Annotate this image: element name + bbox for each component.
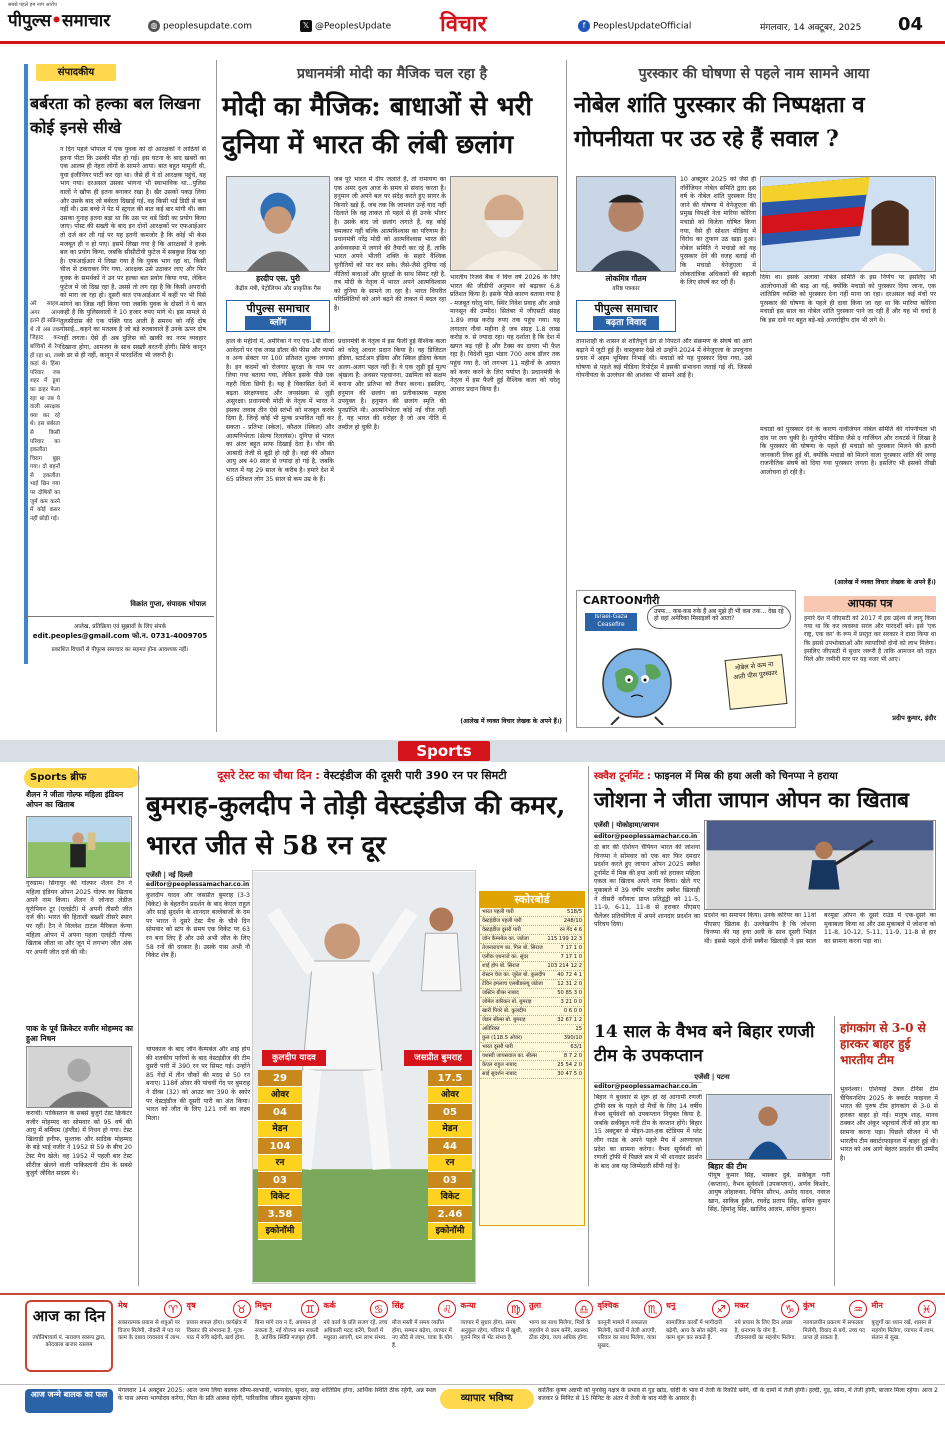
zodiac-sign-cell [118,1300,184,1377]
gautam-name: लोकमित्र गौतम [605,274,647,283]
zodiac-sign-cell [461,1300,527,1377]
brief1-headline: शैलन ने जीता गोल्फ महिला इंडियन ओपन का खिताब [26,790,124,809]
squash-photo [704,820,936,910]
ranji-body: बिहार ने बुधवार से शुरू हो रहे आगामी रणजी ट्रॉफी सत्र के पहले दो मैचों के लिए 14 वर्षीय वैभव सूर्यवंशी को उपकप्तान नियुक्त किया है, जबकि सकीबुल गनी टीम के कप्तान होंगे। बिहार 15 अक्टूबर से मोइन-उल-हक स्टेडियम में प्लेट लीग राउंड के अपने पहले मैच में अरुणाचल प्रदेश का सामना करेगा। वैभव सूर्यवंशी को रणजी ट्रॉफी में पिछले सत्र में भी शानदार प्रदर्शन के बाद अब यह जिम्मेदारी सौंपी गई है। [594,1094,702,1170]
ranji-dateline: एजेंसी | पटना [694,1073,730,1081]
editorial-accent-bar [24,64,28,664]
cartoon-title: CARTOONगीरी [583,594,660,607]
nobel-col2: तानाशाही के शासन से शांतिपूर्ण ढंग से निपटने और संक्रमण के संघर्ष को आगे बढ़ाने में जुटी हुई हैं। वास्तुकार देखें तो उन्होंने 2024 में वेनेजुएला के उपचुनाव प्रचार में अहम भूमिका निभाई थी। मचाडो को यह पुरस्कार दिया गया, उसे घोषणा से पहले कई मीडिया रिपोर्ट्स में इसकी संभावना जताई गई थी, जिससे गोपनीयता के उल्लंघन की आशंका भी सामने आई है। [576,338,752,380]
zodiac-sign-name: मेष [118,1301,128,1310]
scorecard-score: 7 17 1 0 [560,954,582,960]
scorecard-row [480,917,584,926]
bihar-team-list: पीयूष कुमार सिंह, भास्कर दुबे, सकीबुल गनी (कप्तान), वैभव सूर्यवंशी (उपकप्तान), अर्णव किशोर, आयुष लोहारुका, विपिन सौरभ, अमोद यादव, नवाज खान, साकिब हुसैन, रघवेंद्र प्रताप सिंह, सचिन कुमार सिंह, हिमांशु सिंह, खालिद आलम, सचिन कुमार। [708,1172,830,1214]
scorecard-row [480,1043,584,1052]
zodiac-sign-cell [324,1300,390,1377]
column-rule [138,766,139,1286]
zodiac-sign-icon: ♎ [575,1300,593,1318]
cricket-dateline: एजेंसी | नई दिल्ली [146,871,193,879]
page-number: 04 [898,14,924,35]
birthday-text: मंगलवार 14 अक्टूबर 2025: आज जन्म लिया बालक सौम्य-स्वभावी, भाग्यवंत, सुन्दर, सदा शांतिप्रिय होगा, आर्थिक स्थिति ठीक रहेगी, अन्न स्थल के पास अपना भाग्योदय करेगा, पिता के प्रति आस्था रहेगी, पारिवारिक जीवन सुखमय रहेगा। [118,1387,436,1402]
zodiac-sign-name: वृष [186,1301,196,1310]
machado-photo [760,176,936,272]
squash-col3: प्रदर्शन का समापन किया। उनके करियर का 11वां पीएसए खिताब है। उल्लेखनीय है कि जोशना चिनप्पा की यह हया अली के साथ दूसरी भिड़ंत थी। इससे पहले दोनों स्क्वैश खिलाड़ी ने इस साल बरमूडा ओपन के दूसरे राउंड में एक-दूसरे का मुकाबला किया था और उस मुकाबले में जोशना को 11-8, 10-12, 5-11, 11-9, 11-8 से हार का सामना करना पड़ा था। [704,912,936,945]
puri-title: केंद्रीय मंत्री, पेट्रोलियम और प्राकृतिक गैस [235,286,321,292]
zodiac-sign-icon: ♍ [507,1300,525,1318]
vaibhav-photo-art [707,1095,831,1159]
scorecard-score: 50 85 3 0 [557,990,582,996]
market-text: कार्तिक कृष्ण अष्टमी को पुनर्वसु नक्षत्र के प्रभाव से गुड़ खांड, चांदी के भाव में तेजी के रिकॉर्ड बनेंगे, घी के दामों में तेजी होगी। हल्दी, गुड़, सोना, में तेजी होगी, बाजार मिला रहेगा। आज 2 बजकर 9 मिनिट से 15 मिनिट के अंतर में तेजी के बाद मंदी के आसार हैं। [538,1387,938,1402]
kuldeep-stat-key: ओवर [258,1087,302,1104]
zodiac-sign-name: मकर [734,1301,749,1310]
author-photo-gautam [576,176,676,272]
scorecard-player: एलीक एथनाजे का. सुंदर [482,954,529,960]
newspaper-logo[interactable] [8,8,110,31]
debate-label: बढ़ता विवाद [593,316,659,330]
pm-modi-photo-art [451,177,557,270]
editorial-byline: विक्रांत गुप्ता, संपादक भोपाल [130,600,206,608]
scorecard-row [480,1016,584,1025]
kuldeep-stat-key: रन [258,1155,302,1172]
cricket-kicker-text: वेस्टइंडीज की दूसरी पारी 390 रन पर सिमटी [323,769,507,782]
zodiac-sign-icon: ♏ [644,1300,662,1318]
editorial-title: बर्बरता को हल्का बल लिखना कोई इनसे सीखे [30,94,201,137]
squash-col1: दो बार की एशियन चैंपियन भारत की जोशना चिनप्पा ने सोमवार को एक बार फिर दमदार प्रदर्शन करते हुए जापान ओपन 2025 स्क्वैश टूर्नामेंट में मिस्र की हया अली को हराकर महिला एकल का खिताब अपने नाम किया। खेले गए मुकाबले में 39 वर्षीय भारतीय स्क्वैश खिलाड़ी ने तीसरी वरीयता प्राप्त प्रतिद्वंद्वी को 11-5, 11-9, 6-11, 11-8 से हराकर पीएसए चैलेंजर प्रतियोगिता में अपने शानदार प्रदर्शन का परिचय दिया। [594,844,700,929]
zodiac-sign-name: वृश्चिक [597,1301,619,1310]
section-title: विचार [440,12,487,37]
zodiac-sign-text: बुजुर्गों का ध्यान रखें, शासन से सहयोग मिलेगा, व्यापार में लाभ, संतान से सुख. [871,1320,935,1342]
globe-character-icon [591,635,711,725]
zodiac-sign-icon: ♌ [438,1300,456,1318]
modi-col3: भारतीय रिजर्व बैंक ने वित्त वर्ष 2026 के लिए भारत की जीडीपी अनुमान को बढ़ाकर 6.8 प्रतिशत किया है। इसके पीछे कारण बताया गया है - मजबूत घरेलू मांग, स्थिर निवेश प्रवाह और अच्छे मानसून की उम्मीद। सितंबर में जीएसटी संग्रह 1.89 लाख करोड़ रुपए तक पहुंच गया। यह लगातार नौवां महीना है जब संग्रह 1.8 लाख करोड़ रु. से ज्यादा रहा। यह दर्शाता है कि देश में खपत बढ़ रही है और टैक्स का दायरा भी फैल रहा है। विदेशी मुद्रा भंडार 700 अरब डॉलर तक पहुंच गया है, जो लगभग 11 महीनों के आयात को कवर करने के लिए पर्याप्त है। प्रधानमंत्री के नेतृत्व में इस फैली हुई वैश्विक कला को चरेलू आधार प्रदान किया है। [450,274,560,393]
kuldeep-stat-value: 03 [258,1172,302,1189]
letters-body: हमारे देश में जीएसटी को 2017 में इस उद्देश्य से लागू किया गया था कि कर व्यवस्था सरल और पारदर्शी बने। इसे 'एक राष्ट्र, एक कर' के रूप में प्रस्तुत कर सरकार ने दावा किया था कि इससे उपभोक्ताओं और व्यापारियों दोनों को लाभ मिलेगा। इसलिए जीएसटी में सुधार जरूरी है ताकि आमजन को राहत मिले और जमीनी स्तर पर यह नजर भी आए। [804,615,936,664]
nobel-kicker: पुरस्कार की घोषणा से पहले नाम सामने आया [638,66,870,82]
zodiac-sign-name: कुंभ [803,1301,815,1310]
zodiac-sign-cell [392,1300,458,1377]
logo-left: पीपुल्स [8,11,52,31]
squash-kicker [594,768,938,782]
scorecard-player: जेडन सील्स बो. बुमराह [482,1017,526,1023]
gautam-title: वरिष्ठ पत्रकार [612,286,640,292]
modi-col1: जब पूरे भारत में दीप जलाते हैं, तो रामायण का एक अमर दृश्य आज के समय से संवाद करता है। हनुमान जी अपने बल पर संदेह करते हुए सागर के किनारे खड़े हैं, जब तक कि जामवंत उन्हें याद नहीं दिलाते कि वह ताकत तो पहले से ही उनके भीतर है। उसके बाद जो छलांग लगाते हैं, वह कोई चमत्कार नहीं बल्कि आत्मविश्वास का परिणाम है। प्रधानमंत्री नरेंद्र मोदी को आत्मविश्वास भारत की अर्थव्यवस्था में जगाने की तैयारी कर रहे हैं, ताकि भारत अपने भीतरी शक्ति के सहारे वैश्विक चुनौतियों को पार कर सके। जैसे-जैसे दुनिया नई नीतियों बाधाओं और सुरक्षों के साथ सिमट रही है, तब मोदी के नेतृत्व में भारत अपने आत्मविश्वास को दुनिया के सामने ला रहा है। भारत विपरीत परिस्थितियों को आगे बढ़ने की ताकत में बदल रहा है। [334,176,446,312]
facebook-link[interactable] [578,20,691,32]
brief1-body: गुरुग्राम। सिंगापुर की गोल्फर शैलन टैन ने महिला इंडियन ओपन 2025 गोल्फ का खिताब अपने नाम किया। शैलन ने जोनारा लेडीज यूरोपियन टूर (एलईटी) में अपनी तीसरी जीत दर्ज की। भारत की हिताशी बख्शी तीसरे स्थान पर रहीं। टैन ने विल्लेश टाटल मैरिकल केन्या महिला ओपन में अपना पहला एलईटी गोल्फ खिताब जीता था और जून में लगभग जीत अंक पर अपनी जीत दर्ज की थी। [26,880,132,956]
scorecard-row [480,989,584,998]
zodiac-sign-cell [187,1300,253,1377]
column-rule [216,60,217,732]
squash-kicker-red: स्क्वैश टूर्नामेंट : [594,771,651,782]
scorecard-score: 12 31 2 0 [557,981,582,987]
nobel-col1: 10 अक्टूबर 2025 को जैसे ही नॉर्वेजियन नोबेल समिति द्वारा इस वर्ष के नोबेल शांति पुरस्कार दिए जाने की घोषणा में वेनेजुएला की प्रमुख विपक्षी नेता मारिया कोरिना मचाडो को विजेता घोषित किया गया, वैसे ही सोशल मीडिया में विरोध का तूफान उठ खड़ा हुआ। नोबेल समिति ने मचाडो को यह पुरस्कार देने की वजह बताई थी कि मचाडो वेनेजुएला में लोकतांत्रिक अधिकारों की बहाली के लिए संघर्ष कर रही हैं। [680,176,756,287]
bumrah-stats [428,1070,472,1240]
bottom-strip [0,1384,945,1445]
scorecard [479,891,585,1226]
scorecard-row [480,944,584,953]
zodiac-sign-icon: ♓ [918,1300,936,1318]
editorial-divider [24,616,214,617]
scorecard-player: टेविन इमलाच एलबीडब्ल्यू जडेजा [482,981,543,987]
scorecard-score: 3 21 0 0 [560,999,582,1005]
kuldeep-stat-value: 29 [258,1070,302,1087]
author-photo-puri-art [227,177,329,271]
modi-headline: मोदी का मैजिक: बाधाओं से भरी दुनिया में भारत की लंबी छलांग [222,92,533,160]
debate-logo-text: पीपुल्स समाचार [594,302,658,315]
editorial-disclaimer: प्रकाशित विचारों से पीपुल्स समाचार का सहमत होना आवश्यक नहीं। [51,647,189,653]
zodiac-sign-name: कन्या [460,1301,476,1310]
sports-section-label: Sports [398,741,490,761]
bumrah-label: जसप्रीत बुमराह [404,1050,472,1066]
letters-box [804,596,936,728]
editorial-body: न दिन पहले भोपाल में एक युवक को दो आरक्षकों ने लाठियों से इतना पीटा कि उसकी मौत हो गई। इस घटना के बाद खबरों का एक आलम ही नेहरा लोगों के सामने आया। बात बहुत मामूली थी, युवा इंजीनियर पार्टी कर रहा था। जैसे ही ये दो आरक्षक पहुंचे, वह भाग गया। दरअसल उसका भागना भी स्वाभाविक था...पुलिस वालों ने खौफ ही इतना बनाकर रखा है। खैर उसको पकड़ लिया और उसके बाद जो बर्बरता दिखाई गई, वह किसी थर्ड डिग्री से कम नहीं थी। उस बच्चे ने पेट में स्ट्रगल की बात कई बार मांगी थी। क्या उसका गुनाह इतना बड़ा था कि उस पर थर्ड डिग्री का प्रयोग किया जाए। पोस्ट की सख्ती के बाद इन दोनों आरक्षकों पर एफआईआर तो दर्ज कर ली गई पर यह इतनी कमजोर है कि कोई भी केस मजबूत ही न हो पाए। इसमें लिखा गया है कि आरक्षकों ने हल्के बल का प्रयोग किया, जबकि सीसीटीवी फुटेज में सबकुछ दिख रहा है। एफआईआर में लिखा गया है कि युवक भाग रहा था, किसी चीज से टकराकर गिर गया, आरक्षक उसे उठाकर लाए और फिर युवक के समर्थकों ने उन पर हल्का बल प्रयोग किया गया, लेकिन फुटेज में जो दिख रहा है, उससे तो लग रहा है कि किसी अपराधी को मारा जा रहा हो। दूसरी बात एफआईआर में कहीं पर भी पिसे मांगने का जिक्र नहीं किया गया जबकि युवक के दोस्तों ने ये बात कही है कि पुलिसवालों ने 10 हजार रुपए मांगे थे। इस मामले से तुलसीदास की एक पंक्ति याद आती है समरथ को नहिं दोष गोसाईं...कहने का मतलब है जो बड़े रुतबावाले हैं उनके ऊपर दोष नहीं लगता। ऐसे ही अब पुलिस को खाकी का नरम व्यवहार दिखाना होगा, आमजन के साथ सख्ती बरतनी होगी। सिर्फ कानून के डर से ही नहीं, कानून में पारदर्शिता भी जरूरी है। [60,146,206,360]
scorecard-row [480,1061,584,1070]
scorecard-score: 8 7 2 0 [563,1053,582,1059]
bumrah-stat-value: 44 [428,1138,472,1155]
squash-kicker-text: फाइनल में मिस्र की हया अली को चिनप्पा ने हराया [654,771,838,782]
scorecard-score: 518/5 [567,909,582,915]
market-title: व्यापार भविष्य [440,1389,534,1409]
kuldeep-stat-key: विकेट [258,1189,302,1206]
zodiac-sign-cell [803,1300,869,1377]
pm-modi-photo [450,176,558,271]
scorecard-score: 32 67 1 2 [557,1017,582,1023]
aaj-ka-din-note: ज्योतिषाचार्य पं. नारायण स्वरूप द्वारा, कोदवाला बाजार रतलाम [32,1335,106,1348]
scorecard-row [480,1052,584,1061]
brief2-headline: पाक के पूर्व क्रिकेटर वजीर मोहम्मद का हुआ निधन [26,1024,134,1043]
bumrah-stat-value: 17.5 [428,1070,472,1087]
modi-col2b: प्रधानमंत्री के नेतृत्व में इस फैली हुई वैश्विक कला को चरेलू आधार प्रदान किया है। वह डिजिटल इंडिया, स्टार्टअप इंडिया और स्किल इंडिया केवल अलग-अलग पहल नहीं हैं। ये एक जुड़ी हुई मूल्य श्रृंखला है: अवसर पहचानना, उद्यमिता को सक्षम बनाना और प्रतिभा को तैयार करना। इसलिए, हनुमान की छलांग का प्रतीकात्मक महत्व उपयुक्त है। हनुमान की छलांग स्मृति की पुनर्प्राप्ति थी। आत्मनिर्भरता कोई नई चीज नहीं है, यह भारत की धरोहर है जो अब नीति में तब्दील हो चुकी है। [338,338,446,431]
scorecard-player: कुल (118.5 ओवर) [482,1035,523,1041]
zodiac-sign-icon: ♈ [164,1300,182,1318]
cartoon-panel [576,590,796,728]
cricket-col1: कुलदीप यादव और जसप्रीत बुमराह (3-3 विकेट) के बेहतरीन प्रदर्शन के बाद केएल राहुल और साई सुदर्शन के शानदार बल्लेबाजों के दम पर भारत ने दूसरे टेस्ट मैच के चौथे दिन सोमवार को स्टंप के समय एक विकेट पर 63 रन बना लिए हैं और उसे अभी जीत के लिए 58 रनों की दरकार है। उसके पास अभी नौ विकेट शेष हैं। [146,892,250,960]
editorial-email[interactable]: edit.peoples@gmail.com [32,632,130,640]
scorecard-player: जस्टिन ग्रीव्स नाबाद [482,990,519,996]
column-rule [566,60,567,732]
website-text: peoplesupdate.com [163,21,252,32]
editorial-contact-label: आलेख, प्रतिक्रिया एवं सुझावों के लिए संपर्क [73,624,167,630]
kuldeep-stat-key: इकोनॉमी [258,1223,302,1240]
scorecard-player: अतिरिक्त [482,1026,500,1032]
tt-headline: हांगकांग से 3-0 से हारकर बाहर हुई भारतीय टीम [840,1021,926,1067]
zodiac-sign-icon: ♒ [849,1300,867,1318]
blog-label: ब्लॉग [245,316,311,330]
masthead-tagline: सबसे पहले हम नाम आरोप [8,2,57,8]
blog-badge [226,300,330,332]
cricket-kicker [146,768,578,783]
zodiac-sign-icon: ♉ [233,1300,251,1318]
scorecard-rows [480,908,584,1079]
scorecard-row [480,998,584,1007]
bumrah-stat-key: ओवर [428,1087,472,1104]
golf-photo-art [27,817,131,877]
aaj-ka-din-title: आज का दिन [32,1307,106,1325]
scorecard-row [480,1007,584,1016]
squash-email: editor@peoplessamachar.co.in [594,832,700,841]
scorecard-row [480,1070,584,1079]
aaj-ka-din-box [25,1300,113,1372]
zodiac-sign-cell [666,1300,732,1377]
scorecard-row [480,980,584,989]
zodiac-sign-cell [255,1300,321,1377]
bumrah-stat-value: 2.46 [428,1206,472,1223]
side-column-body: अरे साहब, अगर आप इतने ही सक्रिय थे तो अब तक जिहाद कर बच्चियों से रेप हो रहा था, तब कहां थे। हिंसा परिवार जब शहर में डूबा का डाहर फेला रहा था तब ये वाली आरक्षक क्या कर रहे थे। इस बर्बरता से किसी परिवार का इकलौता चिराग बुझ गया। दो बहनों से इकलौता भाई छिन गया पर दोषियों का जुर्म कम करने में कोई कसर नहीं छोड़ी गई। [30,301,60,522]
masthead-bar [0,0,945,44]
author-photo-gautam-art [577,177,675,271]
bumrah-stat-value: 03 [428,1172,472,1189]
birthday-title: आज जन्मे बालक का फल [25,1389,113,1413]
scorecard-player: साई सुदर्शन नाबाद [482,1071,517,1077]
blog-logo-text: पीपुल्स समाचार [246,302,310,315]
zodiac-sign-text: मौज मस्ती में समय व्यतीत होगा, सम्मान बढ़ेगा, व्यापार में नए सौदे से लाभ, यात्रा के योग हैं. [392,1320,453,1349]
modi-kicker: प्रधानमंत्री मोदी का मैजिक चल रहा है [296,66,488,82]
zodiac-sign-text: नये कार्य के प्रति सजग रहें, उच्च अधिकारी मदद करेंगे, रिश्तों में मधुरता आएगी, धन लाभ संभव. [323,1320,388,1342]
facebook-icon: f [578,20,590,32]
twitter-handle: @PeoplesUpdate [315,21,392,32]
kuldeep-stat-value: 104 [258,1138,302,1155]
squash-headline: जोशना ने जीता जापान ओपन का खिताब [594,787,910,812]
kuldeep-stat-key: मेडन [258,1121,302,1138]
scorecard-score: 248/10 [563,918,582,924]
scorecard-score: 103 214 12 2 [547,963,582,969]
letters-author: प्रदीप कुमार, इंदौर [892,714,936,722]
vaibhav-photo [706,1094,832,1160]
scorecard-score: 30 47 5 0 [557,1071,582,1077]
editorial-contact [30,632,210,641]
zodiac-sign-text: व्यापार में सुधार होगा, समय अनुकूल रहेगा, परिवार में खुशी, पुराने मित्र से भेंट संभव है. [460,1320,523,1342]
modi-end-note: (आलेख में व्यक्त विचार लेखक के अपने हैं।) [460,718,562,725]
bihar-team-title: बिहार की टीम [708,1162,747,1171]
scorecard-player: शाई होप बो. सिराज [482,963,520,969]
zodiac-sign-text: प्रयास सफल होगा। कार्यक्षेत्र में विस्तार की संभावना है, पूजा-पाठ में रुचि बढ़ेगी, खर्च होगा. [186,1320,247,1342]
zodiac-sign-text: नये प्रयास के लिए दिन अच्छा है, धनागम के योग हैं, जीवनसाथी का सहयोग मिलेगा. [734,1320,797,1342]
cricket-col2: चायकाल के बाद जॉन कैम्पबेल और शाई होप की शतकीय पारियों के बाद वेस्टइंडीज की टीम दूसरी पारी में 390 रन पर सिमट गई। उन्होंने 85 गेंदों में तीन चौकों की मदद से 50 रन बनाए। 118वें ओवर की पांचवीं गेंद पर बुमराह ने ग्रीव्स (32) को आउट कर 390 के स्कोर पर वेस्टइंडीज की दूसरी पारी का अंत किया। भारत को जीत के लिए 121 रनों का लक्ष्य मिला। [146,1046,250,1122]
zodiac-sign-text: न्यायालयीन प्रकरण में सफलता मिलेगी, विवाद से बचें, उच्च पद प्राप्त हो सकता है. [803,1320,866,1342]
bumrah-stat-key: रन [428,1155,472,1172]
scorecard-player: तेजनारायण का. गिल बो. सिराज [482,945,543,951]
globe-icon: ◍ [148,20,160,32]
zodiac-sign-name: कर्क [323,1301,336,1310]
cartoon-sign: Israel-Gaza Ceasefire [585,613,637,631]
scorecard-player: जोमेल वारिकन बो. बुमराह [482,999,532,1005]
zodiac-sign-cell [529,1300,595,1377]
kuldeep-stat-value: 3.58 [258,1206,302,1223]
scorecard-row [480,971,584,980]
zodiac-sign-text: बिना मांगे राय न दें, अपमान हो सकता है, नई योजना बन सकती है, आर्थिक स्थिति मजबूत होगी. [255,1320,319,1342]
cricket-email: editor@peoplessamachar.co.in [146,881,250,888]
ranji-headline: 14 साल के वैभव बने बिहार रणजी टीम के उपकप्तान [594,1022,815,1066]
zodiac-sign-icon: ♊ [301,1300,319,1318]
bumrah-stat-value: 05 [428,1104,472,1121]
zodiac-sign-name: मिथुन [255,1301,272,1310]
scorecard-row [480,935,584,944]
zodiac-sign-name: तुला [529,1301,542,1310]
scorecard-row [480,1034,584,1043]
x-twitter-icon: 𝕏 [300,20,312,32]
wazir-photo-art [27,1047,131,1107]
scorecard-score: 63/1 [570,1044,582,1050]
zodiac-sign-cell [872,1300,938,1377]
wazir-photo [26,1046,132,1108]
scorecard-player: रोस्टन चेज का. जुरेल बो. कुलदीप [482,972,546,978]
scorecard-score: 40 72 4 1 [557,972,582,978]
zodiac-sign-cell [598,1300,664,1377]
scorecard-row [480,953,584,962]
column-rule [588,766,589,1286]
facebook-handle: PeoplesUpdateOfficial [593,21,692,32]
scorecard-player: भारत दूसरी पारी [482,1044,513,1050]
cricket-headline: बुमराह-कुलदीप ने तोड़ी वेस्टइंडीज की कमर, भारत जीत से 58 रन दूर [146,791,566,861]
sports-brief-title: Sports ब्रीफ [24,768,140,788]
scorecard-score: 7 17 1 0 [560,945,582,951]
scorecard-player: वेस्टइंडीज पहली पारी [482,918,522,924]
scorecard-row [480,962,584,971]
scorecard-player: खारी पियरे बो. कुलदीप [482,1008,526,1014]
scorecard-player: भारत पहली पारी [482,909,514,915]
logo-right: समाचार [61,11,111,31]
scorecard-score: 390/10 [563,1035,582,1041]
cricket-kicker-red: दूसरे टेस्ट का चौथा दिन : [217,769,320,782]
zodiac-sign-icon: ♋ [370,1300,388,1318]
machado-photo-art [761,177,935,271]
scorecard-row [480,908,584,917]
zodiac-sign-text: भाग्य का साथ मिलेगा, मित्रों के सहयोग से काम बनेंगे, स्वास्थ्य ठीक रहेगा, व्यय अधिक होगा. [529,1320,591,1342]
scorecard-player: केएल राहुल नाबाद [482,1062,517,1068]
scorecard-player: जॉन कैम्पबेल का. जडेजा [482,936,529,942]
issue-date: मंगलवार, 14 अक्टूबर, 2025 [760,23,862,33]
zodiac-sign-name: धनु [666,1301,676,1310]
puri-name: हरदीप एस. पुरी [256,274,300,283]
zodiac-sign-text: सकारात्मक प्रयास से शत्रुओं पर विजय मिलेगी, नौकरी में पद पर काम के दबाव व्यवसाय में लाभ. [118,1320,181,1342]
debate-badge [576,300,676,332]
scorecard-player: यशस्वी जायसवाल का. सील्स [482,1053,537,1059]
column-rule [834,1016,835,1286]
scorecard-row [480,926,584,935]
website-link[interactable] [148,20,252,32]
cartoon-note-card: नोबेल से कम ना आती पीस पुरस्कार [725,654,788,710]
scorecard-title: स्कोरबोर्ड [480,892,584,908]
editorial-phone: फो.न. 0731-4009705 [131,632,208,640]
kuldeep-stat-value: 04 [258,1104,302,1121]
nobel-col3: दिया था। इसके अलावा नोबेल समिति के इस निर्णय पर इसलिए भी आलोचनाओं की बाढ़ आ गई, क्योंकि मचाडो को पुरस्कार दिया जाना, एक शांतिप्रिय व्यक्ति को पुरस्कार देना नहीं माना जा रहा। दरअसल कई मंचों पर पुरस्कार की घोषणा के पहले ही दावा किया जा रहा था कि मारिया कोरिना मचाडो इस साल का नोबेल शांति पुरस्कार पाने जा रही हैं और यह भी चर्चा है कि इस दावे पर बहुत बड़े-बड़े अन्तर्राष्ट्रीय दांव भी लगे थे। [760,274,936,324]
bumrah-stat-key: मेडन [428,1121,472,1138]
brief2-body: कराची। पाकिस्तान के सबसे बुजुर्ग टेस्ट क्रिकेटर वजीर मोहम्मद का सोमवार को 95 वर्ष की आयु में बर्मिघम (इंग्लैंड) में निधन हो गया। टेस्ट खिलाड़ी हनीफ, मुश्ताक और सादिक मोहम्मद के बड़े भाई वजीर ने 1952 से 59 के बीच 20 टेस्ट मैच खेले। वह 1952 में पहली बार टेस्ट सीरीज खेलने वाली पाकिस्तानी टीम के सबसे बुजुर्ग जीवित सदस्य थे। [26,1110,132,1178]
zodiac-sign-cell [735,1300,801,1377]
zodiac-sign-text: कानूनी मामले में सफलता मिलेगी, कार्यों में तेजी आएगी, परिवार का साथ मिलेगा, यात्रा सुखद. [597,1320,657,1349]
author-photo-puri [226,176,330,272]
letters-title: आपका पत्र [804,596,936,612]
scorecard-score: 0 6 0 0 [563,1008,582,1014]
kuldeep-stats [258,1070,302,1240]
bumrah-stat-key: इकोनॉमी [428,1223,472,1240]
scorecard-score: 115 199 12 3 [547,936,582,942]
twitter-link[interactable] [300,20,391,32]
nobel-end-note: (आलेख में व्यक्त विचार लेखक के अपने हैं।) [834,579,936,586]
scorecard-score: रन गेंद 4 6 [559,927,582,933]
zodiac-sign-name: मीन [871,1301,883,1310]
modi-col2: हाल के महीनों में, अमेरिका ने नए एच-1बी वीजा आवेदनों पर एक लाख डॉलर की फीस और फार्मा व अन्य सेक्टर पर 100 प्रतिशत शुल्क लगाया है। इन कदमों को रोजगार सुरक्षा के नाम पर लिया गया बताया गया, लेकिन इसके पीछे एक गहरी चिंता छिपी है। यह है विकासित देशों में बढ़ता संरक्षणवाद और जनसंख्या से जुड़ी असुरक्षा। प्रधानमंत्री मोदी के नेतृत्व में भारत ने इसका जवाब तीन ऐसे स्तंभों को मजबूत करके दिया है, जिन्हें कोई भी मुल्क प्रभावित नहीं कर सकता - प्रतिभा (स्केल), कौशल (स्किल) और आत्मनिर्भरता (सेल्फ रिलायंस)। दुनिया से भारत का अंतर बहुत साफ दिखाई देता है। चीन की आबादी तेजी से बूढ़ी हो रही है। वहां की औसत आयु अब 40 साल से ज्यादा हो गई है, जबकि भारत में यह 29 साल के करीब है। हमारे देश में 65 प्रतिशत लोग 35 साल से कम उम्र के हैं। [226,338,334,483]
nobel-col4: मचाडो को पुरस्कार देने के कारण नार्वेजियन नोबेल समिति की गोपनीयता भी दांव पर लग चुकी है। यूरोपीय मीडिया जैसे द गार्जियन और रायटर्स ने लिखा है कि पुरस्कार की घोषणा के पहले ही मचाडो को पुरस्कार मिलने की इतनी जानकारी लिक हुई थी, क्योंकि मचाडो को मिलने वाला पुरस्कार शांति की जगह राजनीतिक संघर्ष को दिया गया पुरस्कार लगता है। इसलिए भी इसको तीखी आलोचना हो रही है। [760,426,936,476]
zodiac-sign-icon: ♐ [712,1300,730,1318]
nobel-headline: नोबेल शांति पुरस्कार की निष्पक्षता व गोपनीयता पर उठ रहे हैं सवाल ? [574,92,865,152]
ranji-email: editor@peoplessamachar.co.in [594,1082,702,1091]
zodiac-sign-name: सिंह [392,1301,404,1310]
golf-photo [26,816,132,878]
tt-body: भुवनेश्वर। एशियाई टेबल टेनिस टीम चैंपियनशिप 2025 के क्वार्टर फाइनल में भारत की पुरुष टीम हांगकांग से 3-0 से हारकर बाहर हो गई। मानुष शाह, मानव ठक्कर और अंकुर भट्टाचार्य तीनों को हार का सामना करना पड़ा। पिछले सीजन में भी भारतीय टीम क्वार्टरफाइनल में बाहर हुई थी। भारत को अब आगे बेहतर प्रदर्शन की उम्मीद है। [840,1086,938,1162]
editorial-tag: संपादकीय [36,64,116,81]
cartoon-speech-bubble: उफ्फ... कब-कब रुके हैं अब मुझे ही भी कब तक... देख रहे हो वहां अमेरिका मिसाइलों को आता? [647,605,791,629]
scorecard-player: वेस्टइंडीज दूसरी पारी [482,927,521,933]
bumrah-stat-key: विकेट [428,1189,472,1206]
logo-dot-icon: • [51,11,62,31]
zodiac-sign-text: सामाजिक कार्यों में भागीदारी बढ़ेगी, आय के स्रोत बढ़ेंगे, नया काम शुरू कर सकते हैं. [666,1320,728,1342]
scorecard-score: 25 54 2 0 [557,1062,582,1068]
scorecard-row [480,1025,584,1034]
kuldeep-label: कुलदीप यादव [262,1050,326,1066]
squash-photo-art [705,821,935,909]
squash-dateline: एजेंसी | योकोहामा/जापान [594,821,659,829]
scorecard-score: 15 [575,1026,582,1032]
zodiac-sign-icon: ♑ [781,1300,799,1318]
